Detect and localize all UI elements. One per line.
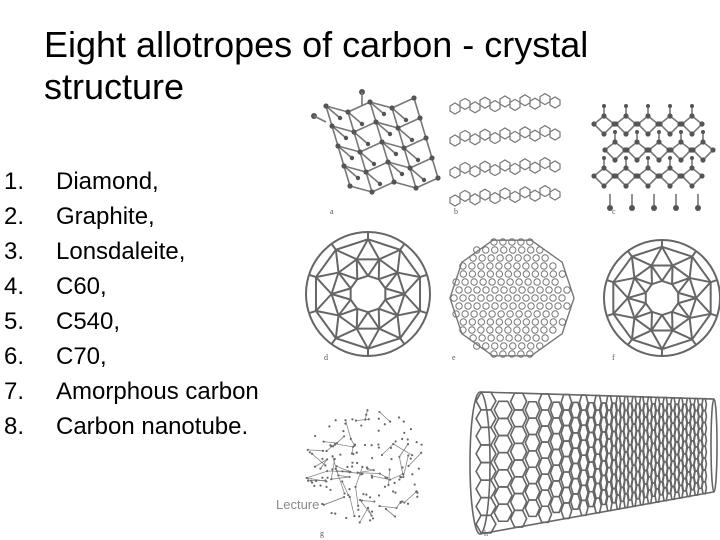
panel-letter-e: e [452,353,456,362]
c60-structure [306,232,430,356]
item-text: C60, [56,273,107,300]
c70-structure [604,240,720,356]
item-number: 6. [4,343,25,370]
allotropes-figure [304,86,720,540]
item-number: 8. [4,413,25,440]
item-number: 5. [4,308,25,335]
footer-text: Lecture [276,497,320,512]
item-text: C70, [56,343,107,370]
allotropes-illustration [304,86,720,540]
slide-title: Eight allotropes of carbon - crystal structure [44,24,589,108]
item-text: Carbon nanotube. [56,413,249,440]
graphite-structure [450,94,560,206]
item-number: 7. [4,378,25,405]
panel-letter-d: d [324,353,328,362]
item-text: Diamond, [56,168,159,195]
diamond-structure [311,89,441,195]
panel-letter-f: f [612,353,615,362]
panel-letter-c: c [612,207,616,216]
item-number: 2. [4,203,25,230]
panel-letter-h: h [484,529,488,538]
panel-letter-a: a [330,207,334,216]
item-number: 4. [4,273,25,300]
item-text: Amorphous carbon [56,378,259,405]
item-text: Graphite, [56,203,155,230]
panel-letter-g: g [320,529,324,538]
panel-letter-b: b [454,207,458,216]
lonsdaleite-structure [591,104,715,211]
item-number: 1. [4,168,25,195]
item-text: C540, [56,308,121,335]
item-number: 3. [4,238,25,265]
item-text: Lonsdaleite, [56,238,186,265]
c540-structure [450,239,574,357]
amorphous-carbon-structure [306,409,423,523]
nanotube-structure [470,392,717,534]
